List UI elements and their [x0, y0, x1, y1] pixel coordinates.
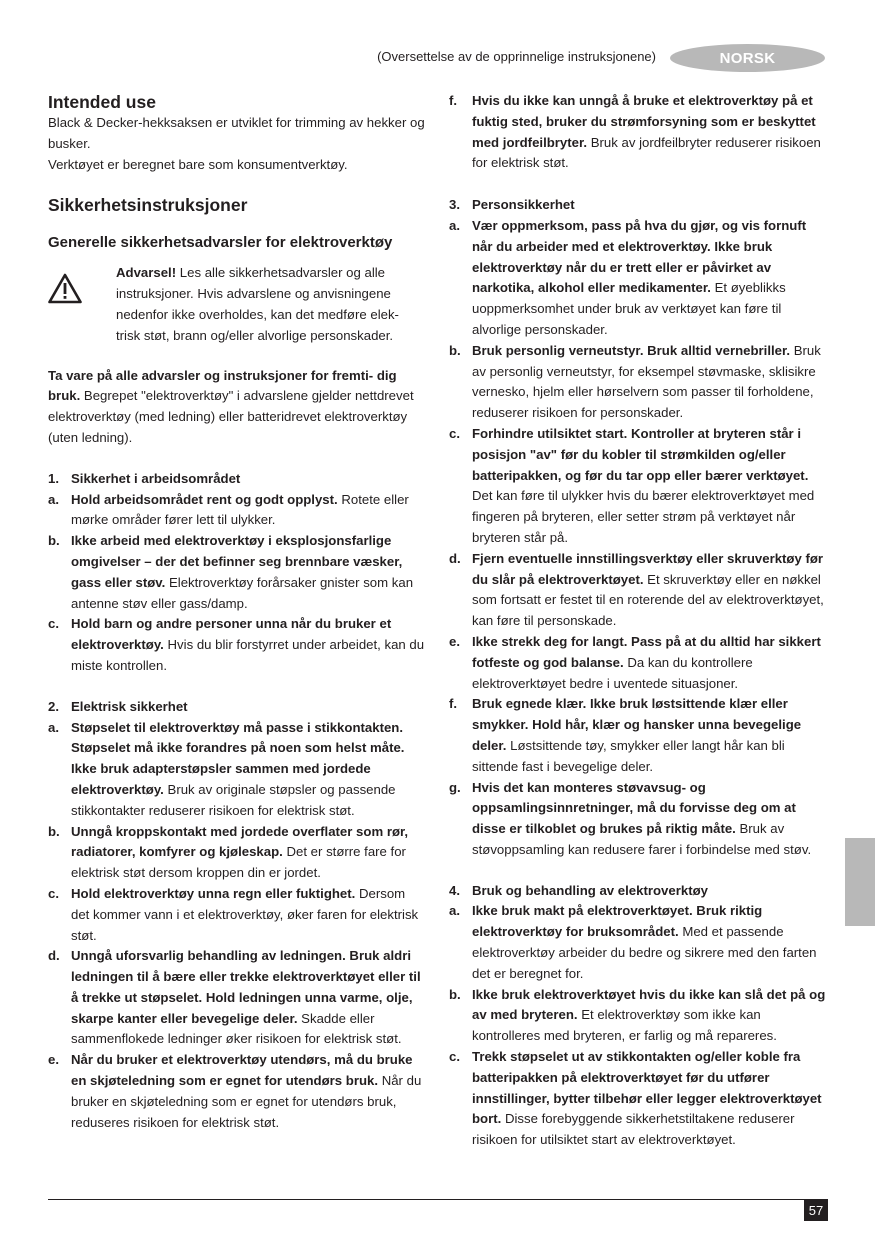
- list-item: b. Ikke arbeid med elektroverktøy i eksplosjonsfarlige omgivelser – der det befinner seg brennbare væsker, gass eller støv. Elektroverktøy forårsaker gnister som kan antenne støv eller gass/damp.: [48, 533, 414, 611]
- warning-block: [48, 263, 426, 346]
- list-item: c. Hold barn og andre personer unna når du bruker et elektroverktøy. Hvis du blir forstyrret under arbeidet, kan du miste kontrollen.: [48, 616, 425, 673]
- section-thumb-tab: [845, 838, 875, 926]
- right-column: [449, 91, 829, 1151]
- section-heading: 2. Elektrisk sikkerhet: [48, 698, 188, 714]
- section-heading: 4. Bruk og behandling av elektroverktøy: [449, 882, 708, 898]
- list-item: b. Unngå kroppskontakt med jordede overflater som rør, radiatorer, komfyrer og kjøleskap. Det er større fare for elektrisk støt dersom kroppen din er jordet.: [48, 823, 409, 881]
- translation-note: (Oversettelse av de opprinnelige instruksjonene): [377, 49, 656, 64]
- list-item: a. Hold arbeidsområdet rent og godt opplyst. Rotete eller mørke områder fører lett til ulykker.: [48, 491, 409, 528]
- language-label: NORSK: [719, 49, 776, 67]
- list-item: b. Bruk personlig verneutstyr. Bruk alltid vernebriller. Bruk av personlig verneutstyr, for eksempel støvmaske, sklisikre vernesko, hjelm eller hørselvern som passer til forholdene, reduserer risikoen for personskader.: [449, 342, 821, 421]
- general-warnings-title: Generelle sikkerhetsadvarsler for elektroverktøy: [48, 234, 393, 252]
- section-heading: 3. Personsikkerhet: [449, 197, 575, 213]
- list-item: f. Hvis du ikke kan unngå å bruke et elektroverktøy på et fuktig sted, bruker du strømforsyning som er beskyttet med jordfeilbryter. Bruk av jordfeilbryter reduserer risikoen for elektrisk støt.: [449, 93, 821, 171]
- list-item: c. Trekk støpselet ut av stikkontakten og/eller koble fra batteripakken på elektroverktøyet før du utfører innstillinger, bytter tilbehør eller legger elektroverktøyet bort. Disse forebyggende sikkerhetstiltakene reduserer risikoen for utilsiktet start av elektroverktøyet.: [449, 1049, 822, 1148]
- list-item: f. Bruk egnede klær. Ikke bruk løstsittende klær eller smykker. Hold hår, klær og hansker unna bevegelige deler. Løstsittende tøy, smykker eller langt hår kan bli sittende fast i bevegelige deler.: [449, 696, 802, 774]
- section-personal-safety: [449, 195, 829, 861]
- section-tool-use: [449, 881, 829, 1151]
- intended-use-text: Black & Decker-hekksaksen er utviklet for trimming av hekker og busker.: [48, 115, 425, 151]
- intended-use-title: Intended use: [48, 92, 156, 112]
- safety-title: Sikkerhetsinstruksjoner: [48, 195, 248, 216]
- page-number: 57: [804, 1200, 828, 1221]
- left-column: [48, 91, 426, 1133]
- footer-divider: [48, 1199, 828, 1200]
- list-item: d. Unngå uforsvarlig behandling av ledningen. Bruk aldri ledningen til å bære eller trekke elektroverktøyet eller til å trekke ut støpselet. Hold ledningen unna varme, olje, skarpe kanter eller bevegelige deler. Skadde eller sammenflokede ledninger øker risikoen for elektrisk støt.: [48, 948, 421, 1047]
- list-item: a. Vær oppmerksom, pass på hva du gjør, og vis fornuft når du arbeider med et elektroverktøy. Ikke bruk elektroverktøy når du er trett eller er påvirket av narkotika, alkohol eller medikamenter. Et øyeblikks uoppmerksomhet under bruk av verktøyet kan føre til alvorlige personskader.: [449, 217, 807, 337]
- warning-text: Advarsel! Les alle sikkerhetsadvarsler og alle instruksjoner. Hvis advarslene og anvisningene nedenfor ikke overholdes, kan det medføre elek- trisk støt, brann og/eller alvorlige personskader.: [116, 265, 399, 343]
- section-work-area: [48, 469, 426, 677]
- list-item: e. Når du bruker et elektroverktøy utendørs, må du bruke en skjøteledning som er egnet for utendørs bruk. Når du bruker en skjøteledning som er egnet for utendørs bruk, reduseres risikoen for elektrisk støt.: [48, 1052, 422, 1130]
- keep-instructions: Ta vare på alle advarsler og instruksjoner for fremti- dig bruk. Begrepet "elektroverktøy" i advarslene gjelder nettdrevet elektroverktøy (med ledning) eller batteridrevet elektroverktøy (uten ledning).: [48, 367, 414, 445]
- language-tab: [670, 44, 825, 72]
- list-item: c. Hold elektroverktøy unna regn eller fuktighet. Dersom det kommer vann i et elektroverktøy, øker faren for elektrisk støt.: [48, 885, 419, 943]
- list-item: b. Ikke bruk elektroverktøyet hvis du ikke kan slå det på og av med bryteren. Et elektroverktøy som ikke kan kontrolleres med bryteren, er farlig og må repareres.: [449, 986, 826, 1044]
- list-item: d. Fjern eventuelle innstillingsverktøy eller skruverktøy før du slår på elektroverktøyet. Et skruverktøy eller en nøkkel som fortsatt er festet til en roterende del av elektroverktøyet, kan føre til personskade.: [449, 550, 824, 629]
- list-item: a. Ikke bruk makt på elektroverktøyet. Bruk riktig elektroverktøy for bruksområdet. Med et passende elektroverktøy arbeider du bedre og sikrere med den farten det er beregnet for.: [449, 903, 817, 981]
- section-electrical: [48, 697, 426, 1134]
- list-item: a. Støpselet til elektroverktøy må passe i stikkontakten. Støpselet må ikke forandres på noen som helst måte. Ikke bruk adapterstøpsler sammen med jordede elektroverktøy. Bruk av originale støpsler og passende stikkontakter reduserer risikoen for elektrisk støt.: [48, 719, 405, 818]
- warning-triangle-icon: [48, 263, 116, 311]
- list-item: g. Hvis det kan monteres støvavsug- og oppsamlingsinnretninger, må du forvisse deg om at disse er tilkoblet og brukes på riktig måte. Bruk av støvoppsamling kan redusere farer i forbindelse med støv.: [449, 779, 812, 857]
- list-item: e. Ikke strekk deg for langt. Pass på at du alltid har sikkert fotfeste og god balanse. Da kan du kontrollere elektroverktøyet bedre i uventede situasjoner.: [449, 633, 821, 691]
- list-item: c. Forhindre utilsiktet start. Kontroller at bryteren står i posisjon "av" før du kobler til strømkilden og/eller batteripakken, og før du tar opp eller bærer verktøyet. Det kan føre til ulykker hvis du bærer elektroverktøyet med fingeren på bryteren, eller setter strøm på verktøyet når bryteren står på.: [449, 425, 815, 545]
- intended-use-note: Verktøyet er beregnet bare som konsumentverktøy.: [48, 156, 348, 172]
- section-heading: 1. Sikkerhet i arbeidsområdet: [48, 470, 241, 486]
